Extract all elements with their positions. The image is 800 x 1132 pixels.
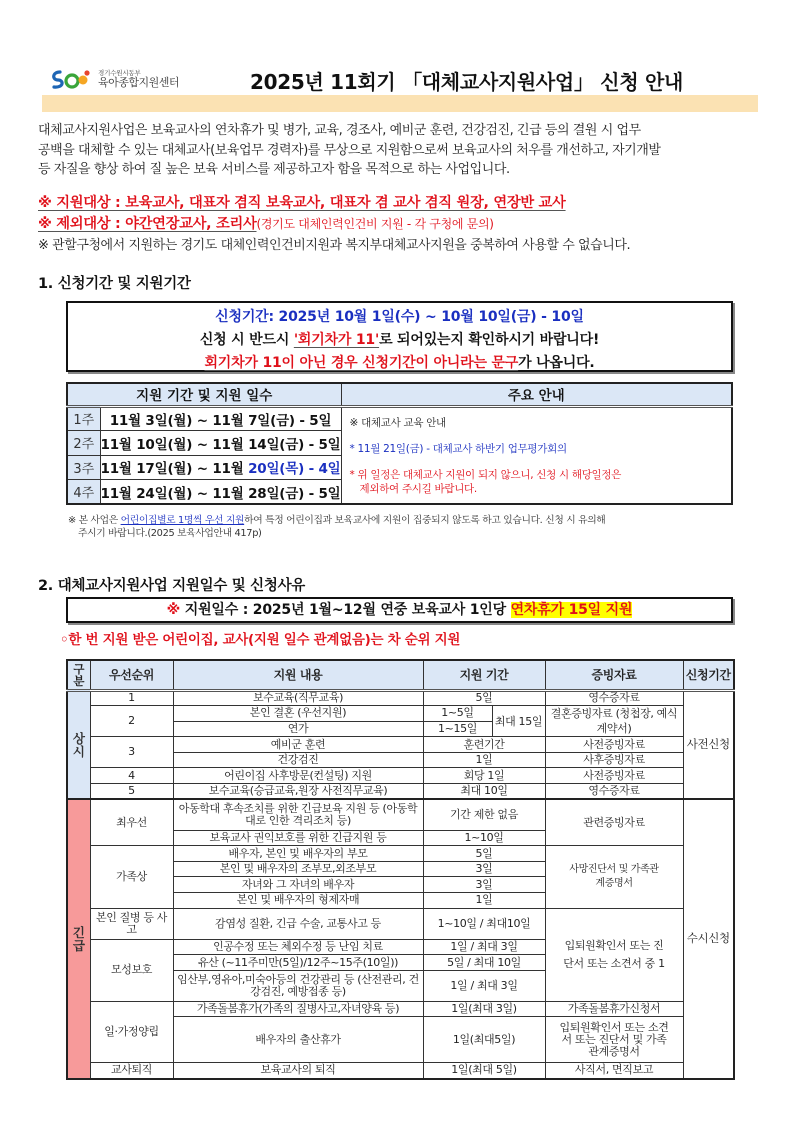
content-cell: 아동학대 후속조치를 위한 긴급보육 지원 등 (아동학대로 인한 격리조치 등) xyxy=(173,799,423,830)
week-range: 11월 24일(월) ~ 11월 28일(금) - 5일 xyxy=(100,480,341,505)
header-period: 지원 기간 xyxy=(423,660,545,690)
excluded-note xyxy=(38,213,494,233)
content-cell: 자녀와 그 자녀의 배우자 xyxy=(173,877,423,893)
priority-rule: ◦한 번 지원 받은 어린이집, 교사(지원 일수 관계없음)는 차 순위 지원 xyxy=(60,632,461,648)
week-range xyxy=(100,455,341,480)
priority-cell: 3 xyxy=(90,737,173,768)
table-row xyxy=(67,768,734,784)
week-range: 11월 3일(월) ~ 11월 7일(금) - 5일 xyxy=(100,406,341,431)
header-evidence: 증빙자료 xyxy=(545,660,683,690)
priority-cell: 1 xyxy=(90,690,173,706)
week-range: 11월 10일(월) ~ 11월 14일(금) - 5일 xyxy=(100,431,341,456)
evidence-cell: 관련증빙자료 xyxy=(545,799,683,846)
period-warning xyxy=(68,352,731,372)
intro-line: 등 자질을 향상 하여 질 높은 보육 서비스를 제공하고자 함을 목적으로 하는 사업입니다. xyxy=(38,162,510,177)
period-cell: 3일 xyxy=(423,861,545,877)
main-info-cell xyxy=(341,406,732,504)
period-cell: 1일(최대 3일) xyxy=(423,1001,545,1017)
table-row xyxy=(67,1001,734,1017)
target-note xyxy=(38,192,566,212)
table-row xyxy=(67,706,734,722)
intro-line: 대체교사지원사업은 보육교사의 연차휴가 및 병가, 교육, 경조사, 예비군 훈련, 건강검진, 긴급 등의 결원 시 업무 xyxy=(38,123,641,138)
table-row xyxy=(67,799,734,830)
content-cell: 인공수정 또는 체외수정 등 난임 치료 xyxy=(173,939,423,955)
content-cell: 연가 xyxy=(173,721,423,737)
period-cell: 5일 xyxy=(423,690,545,706)
info-exclusion-warning-cont: 제외하여 주시길 바랍니다. xyxy=(359,482,477,495)
logo-subtitle: 경기수원시동부 xyxy=(98,68,141,77)
header-apply: 신청기간 xyxy=(683,660,734,690)
evidence-cell: 영수증자료 xyxy=(545,690,683,706)
info-training: ※ 대체교사 교육 안내 xyxy=(349,416,446,429)
period-cell: 최대 10일 xyxy=(423,784,545,800)
evidence-cell: 사직서, 면직보고 xyxy=(545,1063,683,1079)
evidence-cell: 결혼증빙자료 (청첩장, 예식계약서) xyxy=(545,706,683,737)
content-cell: 가족돌봄휴가(가족의 질병사고,자녀양육 등) xyxy=(173,1001,423,1017)
period-cell: 5일 / 최대 10일 xyxy=(423,955,545,971)
period-cell: 1일(최대 5일) xyxy=(423,1063,545,1079)
period-cell: 1일 xyxy=(423,752,545,768)
priority-cell: 2 xyxy=(90,706,173,737)
table-row xyxy=(67,846,734,862)
center-logo xyxy=(50,66,240,92)
table-row xyxy=(67,690,734,706)
evidence-cell: 영수증자료 xyxy=(545,784,683,800)
table-row xyxy=(67,784,734,800)
header-priority: 우선순위 xyxy=(90,660,173,690)
evidence-cell: 가족돌봄휴가신청서 xyxy=(545,1001,683,1017)
week-label: 3주 xyxy=(67,455,100,480)
period-cell: 1~5일 xyxy=(423,706,492,722)
period-check-notice xyxy=(68,329,731,349)
logo-title: 육아종합지원센터 xyxy=(98,76,180,90)
week-range-end-highlight: 20일(목) - 4일 xyxy=(248,461,341,478)
intro-paragraph xyxy=(38,121,766,180)
week-row xyxy=(67,406,732,431)
period-cell: 1일 / 최대 3일 xyxy=(423,939,545,955)
priority-cell: 4 xyxy=(90,768,173,784)
content-cell: 어린이집 사후방문(컨설팅) 지원 xyxy=(173,768,423,784)
content-cell: 본인 및 배우자의 조부모,외조부모 xyxy=(173,861,423,877)
content-cell: 임산부,영유아,미숙아등의 건강관리 등 (산전관리, 건강검진, 예방접종 등) xyxy=(173,970,423,1001)
priority-cell: 가족상 xyxy=(90,846,173,908)
excluded-subtext: (경기도 대체인력인건비 지원 - 각 구청에 문의) xyxy=(256,217,494,231)
content-cell: 보수교육(승급교육,원장 사전직무교육) xyxy=(173,784,423,800)
content-cell: 예비군 훈련 xyxy=(173,737,423,753)
application-period-box xyxy=(66,301,733,372)
period-cell: 1~10일 / 최대10일 xyxy=(423,908,545,939)
support-week-table xyxy=(66,382,733,505)
reference-mark: ※ xyxy=(166,602,181,618)
application-period: 신청기간: 2025년 10월 1일(수) ~ 10월 10일(금) - 10일 xyxy=(215,309,584,325)
warning-text: 가 나옵니다. xyxy=(518,355,595,371)
priority-cell: 일·가정양립 xyxy=(90,1001,173,1063)
notice-highlight: '회기차가 11' xyxy=(293,332,380,348)
week-label: 2주 xyxy=(67,431,100,456)
footnote-line2: 주시기 바랍니다.(2025 보육사업안내 417p) xyxy=(78,528,262,539)
period-cell: 1일 / 최대 3일 xyxy=(423,970,545,1001)
header-category: 구분 xyxy=(67,660,90,690)
content-cell: 감염성 질환, 긴급 수술, 교통사고 등 xyxy=(173,908,423,939)
section-2-heading: 2. 대체교사지원사업 지원일수 및 신청사유 xyxy=(38,578,306,594)
max-period-cell: 최대 15일 xyxy=(492,706,545,737)
target-text: ※ 지원대상 : 보육교사, 대표자 겸직 보육교사, 대표자 겸 교사 겸직 원장, 연장반 교사 xyxy=(38,195,566,211)
apply-anytime: 수시신청 xyxy=(683,799,734,1078)
category-emergency: 긴급 xyxy=(67,799,90,1078)
period-cell: 1일(최대5일) xyxy=(423,1017,545,1063)
excluded-text: ※ 제외대상 : 야간연장교사, 조리사 xyxy=(38,216,257,232)
content-cell: 보육교사 권익보호를 위한 긴급지원 등 xyxy=(173,830,423,846)
title-band xyxy=(42,95,758,112)
period-cell: 1일 xyxy=(423,893,545,909)
duplicate-note: ※ 관할구청에서 지원하는 경기도 대체인력인건비지원과 복지부대체교사지원을 중복하여 사용할 수 없습니다. xyxy=(38,238,631,253)
support-days-highlight: 연차휴가 15일 지원 xyxy=(510,602,633,618)
priority-cell: 교사퇴직 xyxy=(90,1063,173,1079)
evidence-cell: 입퇴원확인서 또는 소견서 또는 진단서 및 가족관계증명서 xyxy=(545,1017,683,1063)
content-cell: 배우자의 출산휴가 xyxy=(173,1017,423,1063)
warning-highlight: 회기차가 11이 아닌 경우 신청기간이 아니라는 문구 xyxy=(204,355,519,371)
content-cell: 유산 (~11주미만(5일)/12주~15주(10일)) xyxy=(173,955,423,971)
table-header-row xyxy=(67,660,734,690)
priority-cell: 본인 질병 등 사고 xyxy=(90,908,173,939)
intro-line: 공백을 대체할 수 있는 대체교사(보육업무 경력자)를 무상으로 지원함으로써 보육교사의 처우를 개선하고, 자기개발 xyxy=(38,142,661,158)
week-table-header-info: 주요 안내 xyxy=(341,383,732,406)
week-range-start: 11월 17일(월) ~ 11월 xyxy=(100,461,249,478)
table-row xyxy=(67,908,734,939)
period-cell: 1~15일 xyxy=(423,721,492,737)
apply-advance: 사전신청 xyxy=(683,690,734,799)
priority-cell: 모성보호 xyxy=(90,939,173,1001)
week-table-header-period: 지원 기간 및 지원 일수 xyxy=(67,383,341,406)
content-cell: 본인 결혼 (우선지원) xyxy=(173,706,423,722)
table-row xyxy=(67,1063,734,1079)
header-content: 지원 내용 xyxy=(173,660,423,690)
logo-icon xyxy=(50,68,94,90)
footnote-highlight: 어린이집별로 1명씩 우선 지원 xyxy=(120,515,245,526)
evidence-cell: 사후증빙자료 xyxy=(545,752,683,768)
section-1-heading: 1. 신청기간 및 지원기간 xyxy=(38,276,191,292)
table-row xyxy=(67,737,734,753)
info-exclusion-warning: * 위 일정은 대체교사 지원이 되지 않으니, 신청 시 해당일정은 xyxy=(349,468,622,481)
notice-text: 신청 시 반드시 xyxy=(199,332,294,348)
week-label: 1주 xyxy=(67,406,100,431)
period-cell: 회당 1일 xyxy=(423,768,545,784)
notice-text: 로 되어있는지 확인하시기 바랍니다! xyxy=(379,332,600,348)
evidence-cell: 사망진단서 및 가족관계증명서 xyxy=(545,846,683,908)
period-cell: 기간 제한 없음 xyxy=(423,799,545,830)
support-days-box xyxy=(66,597,733,623)
content-cell: 본인 및 배우자의 형제자매 xyxy=(173,893,423,909)
footnote-text: 하여 특정 어린이집과 보육교사에 지원이 집중되지 않도록 하고 있습니다. 신청 시 유의해 xyxy=(244,515,606,526)
period-cell: 훈련기간 xyxy=(423,737,545,753)
priority-footnote xyxy=(68,514,758,540)
content-cell: 배우자, 본인 및 배우자의 부모 xyxy=(173,846,423,862)
evidence-cell: 사전증빙자료 xyxy=(545,768,683,784)
week-label: 4주 xyxy=(67,480,100,505)
priority-cell: 최우선 xyxy=(90,799,173,846)
evidence-cell: 입퇴원확인서 또는 진단서 또는 소견서 중 1 xyxy=(545,908,683,1001)
priority-cell: 5 xyxy=(90,784,173,800)
document-title: 2025년 11회기 「대체교사지원사업」 신청 안내 xyxy=(250,70,684,94)
period-cell: 1~10일 xyxy=(423,830,545,846)
category-normal: 상시 xyxy=(67,690,90,799)
period-cell: 3일 xyxy=(423,877,545,893)
info-evaluation-meeting: * 11월 21일(금) - 대체교사 하반기 업무평가회의 xyxy=(349,442,567,455)
evidence-cell: 사전증빙자료 xyxy=(545,737,683,753)
content-cell: 보육교사의 퇴직 xyxy=(173,1063,423,1079)
support-days-text: 지원일수 : 2025년 1월~12월 연중 보육교사 1인당 xyxy=(180,602,511,618)
support-reason-table xyxy=(66,659,735,1080)
content-cell: 보수교육(직무교육) xyxy=(173,690,423,706)
content-cell: 건강검진 xyxy=(173,752,423,768)
period-cell: 5일 xyxy=(423,846,545,862)
footnote-text: ※ 본 사업은 xyxy=(68,515,121,526)
